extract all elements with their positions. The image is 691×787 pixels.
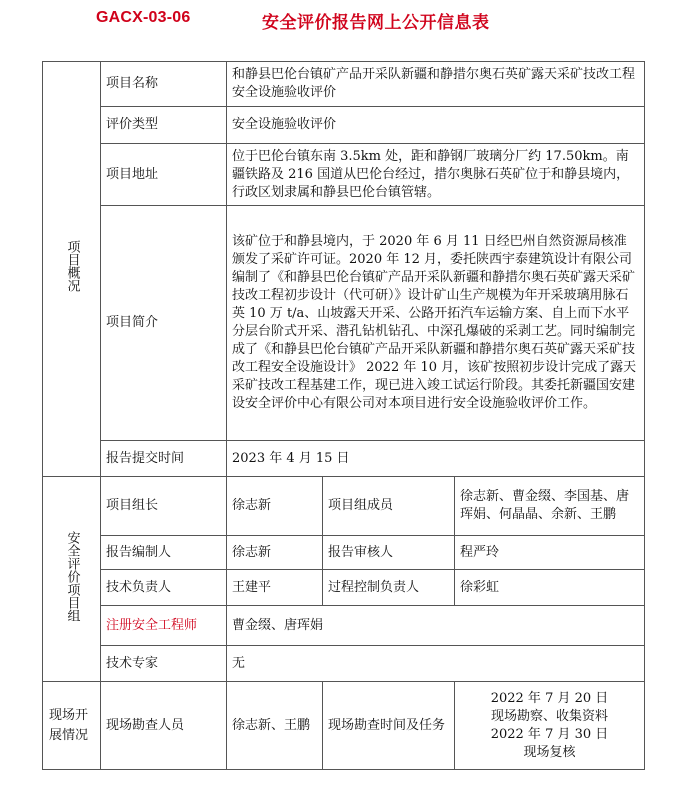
author-value: 徐志新 — [227, 536, 323, 570]
engineer-label: 注册安全工程师 — [101, 606, 227, 646]
row-expert — [43, 646, 645, 682]
address-value: 位于巴伦台镇东南 3.5km 处，距和静钢厂玻璃分厂约 17.50km。南疆铁路及 216 国道从巴伦台经过，措尔奥脉石英矿位于和静县境内，行政区划隶属和静县巴伦台镇管辖。 — [227, 144, 645, 206]
row-leader — [43, 477, 645, 536]
section-overview-label: 项目概况 — [64, 240, 80, 292]
row-engineer — [43, 606, 645, 646]
process-control-value: 徐彩虹 — [455, 570, 645, 606]
engineer-value: 曹金缀、唐珲娟 — [227, 606, 645, 646]
process-control-label: 过程控制负责人 — [323, 570, 455, 606]
survey-time-value — [455, 682, 645, 770]
expert-value: 无 — [227, 646, 645, 682]
tech-lead-value: 王建平 — [227, 570, 323, 606]
submit-time-label: 报告提交时间 — [101, 441, 227, 477]
row-tech-lead — [43, 570, 645, 606]
eval-type-value: 安全设施验收评价 — [227, 107, 645, 144]
members-label: 项目组成员 — [323, 477, 455, 536]
section-team — [43, 477, 101, 682]
reviewer-value: 程严玲 — [455, 536, 645, 570]
row-site-survey — [43, 682, 645, 770]
row-intro — [43, 206, 645, 441]
section-team-label: 安全评价项目组 — [64, 530, 80, 622]
survey-staff-label: 现场勘查人员 — [101, 682, 227, 770]
intro-value: 该矿位于和静县境内，于 2020 年 6 月 11 日经巴州自然资源局核准颁发了采矿许可证。2020 年 12 月，委托陕西宇泰建筑设计有限公司编制了《和静县巴伦台镇矿产品开采队新疆和静措尔奥石英矿露天采矿技改工程初步设计（代可研）》设计矿山生产规模为年开采玻璃用脉石英 10 万 t/a、山坡露天开采、公路开拓汽车运输方案、自上而下水平分层台阶式开采、潜孔钻机钻孔、中深孔爆破的采剥工艺。同时编制完成了《和静县巴伦台镇矿产品开采队新疆和静措尔奥石英矿露天采矿技改工程安全设施设计》 2022 年 10 月，该矿按照初步设计完成了露天采矿技改工程基建工作，现已进入竣工试运行阶段。其委托新疆国安建设安全评价中心有限公司对本项目进行安全设施验收评价工作。 — [227, 206, 645, 441]
document-code: GACX-03-06 — [96, 9, 191, 26]
survey-task-2: 现场复核 — [523, 744, 576, 760]
row-address — [43, 144, 645, 206]
tech-lead-label: 技术负责人 — [101, 570, 227, 606]
row-submit-time — [43, 441, 645, 477]
submit-time-value: 2023 年 4 月 15 日 — [227, 441, 645, 477]
eval-type-label: 评价类型 — [101, 107, 227, 144]
address-label: 项目地址 — [101, 144, 227, 206]
project-name-label: 项目名称 — [101, 62, 227, 107]
leader-value: 徐志新 — [227, 477, 323, 536]
author-label: 报告编制人 — [101, 536, 227, 570]
survey-time-label: 现场勘查时间及任务 — [323, 682, 455, 770]
info-table — [42, 61, 645, 770]
leader-label: 项目组长 — [101, 477, 227, 536]
survey-date-2: 2022 年 7 月 30 日 — [490, 726, 609, 742]
section-site — [43, 682, 101, 770]
row-author — [43, 536, 645, 570]
project-name-value: 和静县巴伦台镇矿产品开采队新疆和静措尔奥石英矿露天采矿技改工程安全设施验收评价 — [227, 62, 645, 107]
row-eval-type — [43, 107, 645, 144]
document-title: 安全评价报告网上公开信息表 — [262, 13, 490, 33]
expert-label: 技术专家 — [101, 646, 227, 682]
survey-staff-value: 徐志新、王鹏 — [227, 682, 323, 770]
members-value: 徐志新、曹金缀、李国基、唐珲娟、何晶晶、余新、王鹏 — [455, 477, 645, 536]
survey-task-1: 现场勘察、收集资料 — [490, 708, 608, 724]
intro-label: 项目简介 — [101, 206, 227, 441]
survey-date-1: 2022 年 7 月 20 日 — [490, 690, 609, 706]
reviewer-label: 报告审核人 — [323, 536, 455, 570]
section-overview — [43, 62, 101, 477]
row-project-name — [43, 62, 645, 107]
section-site-label: 现场开展情况 — [49, 707, 89, 743]
